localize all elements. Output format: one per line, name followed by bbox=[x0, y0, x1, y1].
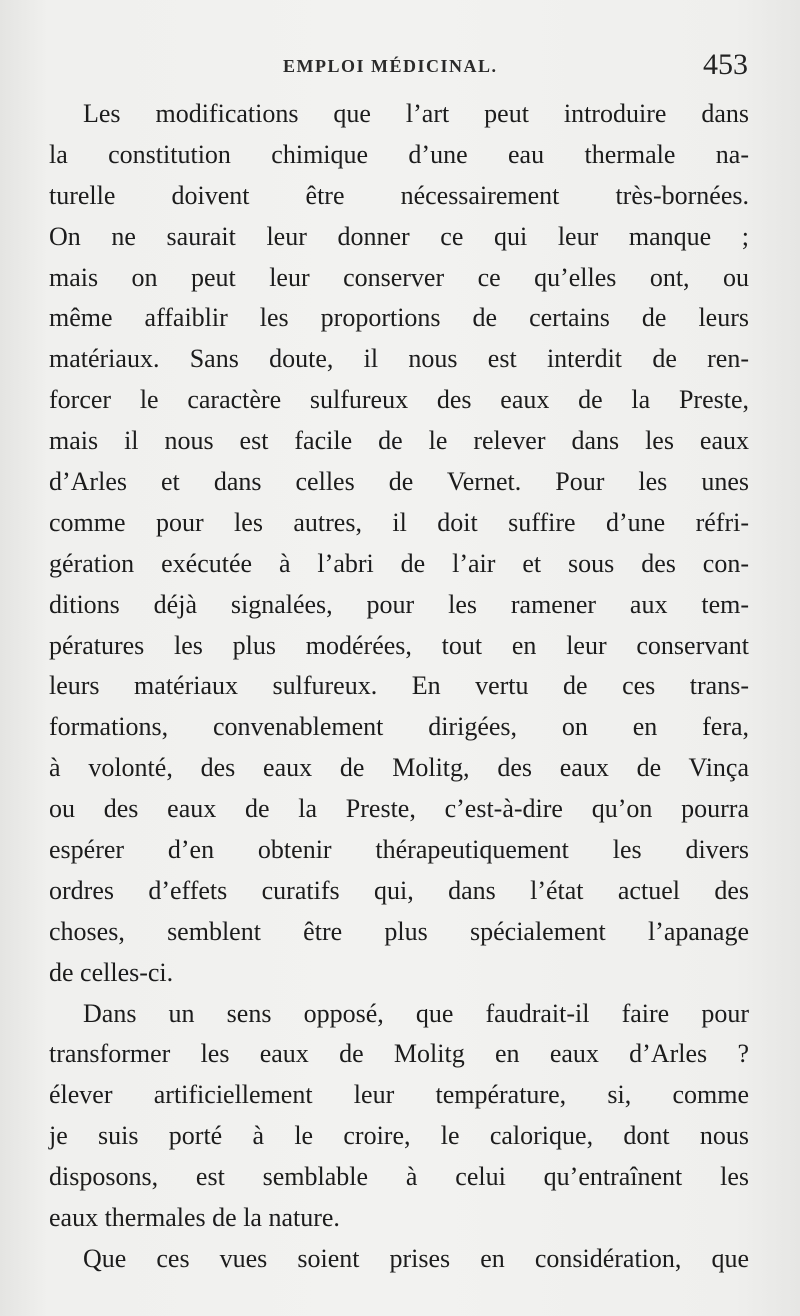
text-line: de celles-ci. bbox=[49, 957, 174, 987]
text-line: mais il nous est facile de le relever dans les eaux bbox=[49, 426, 749, 456]
text-line: transformer les eaux de Molitg en eaux d’Arles ? bbox=[49, 1039, 749, 1069]
text-line: eaux thermales de la nature. bbox=[49, 1203, 340, 1233]
running-title: EMPLOI MÉDICINAL. bbox=[283, 56, 498, 76]
text-line: d’Arles et dans celles de Vernet. Pour les unes bbox=[49, 467, 749, 497]
text-line: même affaiblir les proportions de certains de leurs bbox=[49, 303, 749, 333]
text-line: ou des eaux de la Preste, c’est-à-dire qu’on pourra bbox=[49, 794, 749, 824]
text-line: Que ces vues soient prises en considération, que bbox=[83, 1243, 749, 1273]
running-head bbox=[48, 50, 748, 84]
paragraph-3 bbox=[49, 1239, 749, 1280]
text-line: On ne saurait leur donner ce qui leur manque ; bbox=[49, 221, 749, 251]
text-line: Dans un sens opposé, que faudrait-il faire pour bbox=[83, 998, 749, 1028]
text-line: Les modifications que l’art peut introduire dans bbox=[83, 99, 749, 128]
text-line: ditions déjà signalées, pour les ramener aux tem- bbox=[49, 589, 749, 619]
text-line: la constitution chimique d’une eau thermale na- bbox=[49, 139, 749, 169]
text-line: pératures les plus modérées, tout en leur conservant bbox=[49, 630, 749, 660]
paragraph-1 bbox=[49, 94, 749, 994]
text-line: à volonté, des eaux de Molitg, des eaux de Vinça bbox=[49, 753, 749, 783]
text-line: gération exécutée à l’abri de l’air et sous des con- bbox=[49, 548, 749, 578]
text-line: disposons, est semblable à celui qu’entraînent les bbox=[49, 1162, 749, 1192]
text-line: élever artificiellement leur température, si, comme bbox=[49, 1080, 749, 1110]
text-line: mais on peut leur conserver ce qu’elles ont, ou bbox=[49, 262, 749, 292]
text-line: espérer d’en obtenir thérapeutiquement les divers bbox=[49, 835, 749, 865]
text-line: comme pour les autres, il doit suffire d’une réfri- bbox=[49, 507, 749, 537]
page-body bbox=[49, 94, 749, 1280]
text-line: je suis porté à le croire, le calorique, dont nous bbox=[49, 1121, 749, 1151]
text-line: ordres d’effets curatifs qui, dans l’état actuel des bbox=[49, 875, 749, 905]
paragraph-2 bbox=[49, 994, 749, 1239]
text-line: matériaux. Sans doute, il nous est interdit de ren- bbox=[49, 344, 749, 374]
text-line: formations, convenablement dirigées, on en fera, bbox=[49, 712, 749, 742]
text-line: turelle doivent être nécessairement très-bornées. bbox=[49, 180, 749, 210]
text-line: choses, semblent être plus spécialement l’apanage bbox=[49, 916, 749, 946]
page-number: 453 bbox=[703, 48, 748, 81]
text-line: forcer le caractère sulfureux des eaux de la Preste, bbox=[49, 385, 749, 415]
text-line: leurs matériaux sulfureux. En vertu de ces trans- bbox=[49, 671, 749, 701]
